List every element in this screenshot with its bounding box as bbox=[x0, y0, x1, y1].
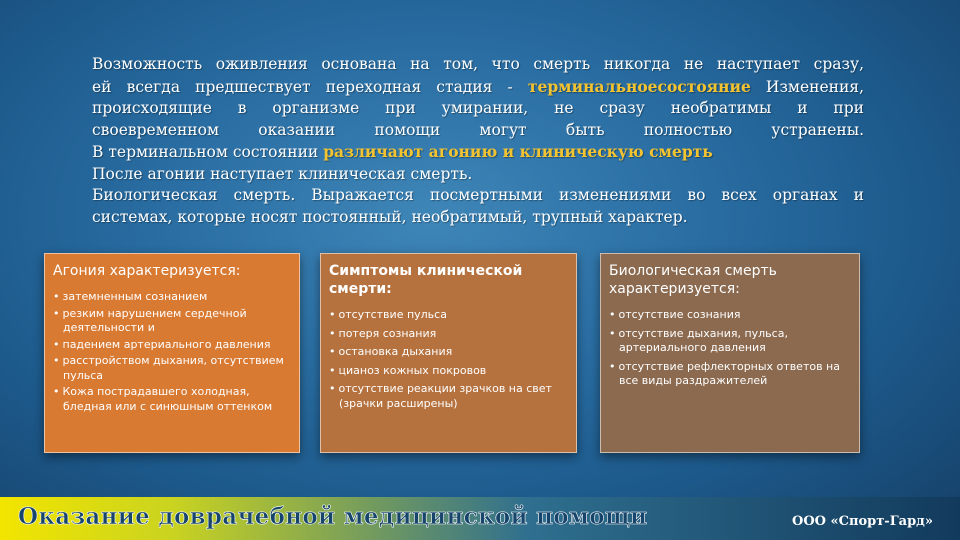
intro-text-segment: В терминальном состоянии bbox=[92, 143, 324, 161]
list-item: • отсутствие сознания bbox=[609, 308, 851, 323]
clinical-death-list bbox=[329, 308, 568, 411]
intro-line: Биологическая смерть. Выражается посмертными изменениями во всех органах и bbox=[92, 186, 864, 204]
intro-line bbox=[92, 76, 864, 99]
list-item: • Кожа пострадавшего холодная, бледная или с синюшным оттенком bbox=[53, 385, 291, 414]
biological-death-list bbox=[609, 308, 851, 389]
clinical-death-box-title: Симптомы клинической смерти: bbox=[329, 263, 523, 297]
list-item: • отсутствие пульса bbox=[329, 308, 568, 323]
intro-line bbox=[92, 141, 864, 164]
agony-box bbox=[44, 253, 300, 453]
footer-title: Оказание доврачебной медицинской помощи bbox=[18, 503, 648, 530]
agony-clinical-highlight: различают агонию и клиническую смерть bbox=[323, 142, 713, 161]
agony-box-title: Агония характеризуется: bbox=[53, 263, 241, 279]
clinical-death-box bbox=[320, 253, 577, 453]
terminal-state-highlight: терминальноесостояние bbox=[527, 76, 751, 96]
intro-line: После агонии наступает клиническая смерть. bbox=[92, 164, 473, 183]
biological-death-box bbox=[600, 253, 860, 453]
intro-line: Возможность оживления основана на том, что смерть никогда не наступает сразу, bbox=[92, 55, 864, 73]
list-item: • остановка дыхания bbox=[329, 345, 568, 360]
list-item: • затемненным сознанием bbox=[53, 290, 291, 305]
footer-organization: ООО «Спорт-Гард» bbox=[792, 514, 933, 529]
list-item: • отсутствие рефлекторных ответов на все виды раздражителей bbox=[609, 360, 851, 389]
list-item: • потеря сознания bbox=[329, 327, 568, 342]
intro-line: системах, которые носят постоянный, необратимый, трупный характер. bbox=[92, 207, 688, 226]
list-item: • расстройством дыхания, отсутствием пульса bbox=[53, 354, 291, 383]
intro-text bbox=[92, 54, 864, 228]
intro-text-segment: Изменения, bbox=[750, 77, 865, 96]
list-item: • резким нарушением сердечной деятельности и bbox=[53, 307, 291, 336]
intro-text-segment: ей всегда предшествует переходная стадия - bbox=[92, 77, 528, 96]
list-item: • цианоз кожных покровов bbox=[329, 364, 568, 379]
biological-death-box-title: Биологическая смерть характеризуется: bbox=[609, 263, 777, 297]
list-item: • отсутствие реакции зрачков на свет (зрачки расширены) bbox=[329, 382, 568, 411]
list-item: • отсутствие дыхания, пульса, артериального давления bbox=[609, 327, 851, 356]
intro-line: происходящие в организме при умирании, не сразу необратимы и при bbox=[92, 99, 864, 117]
agony-list bbox=[53, 290, 291, 414]
list-item: • падением артериального давления bbox=[53, 338, 291, 353]
intro-line: своевременном оказании помощи могут быть полностью устранены. bbox=[92, 120, 864, 139]
